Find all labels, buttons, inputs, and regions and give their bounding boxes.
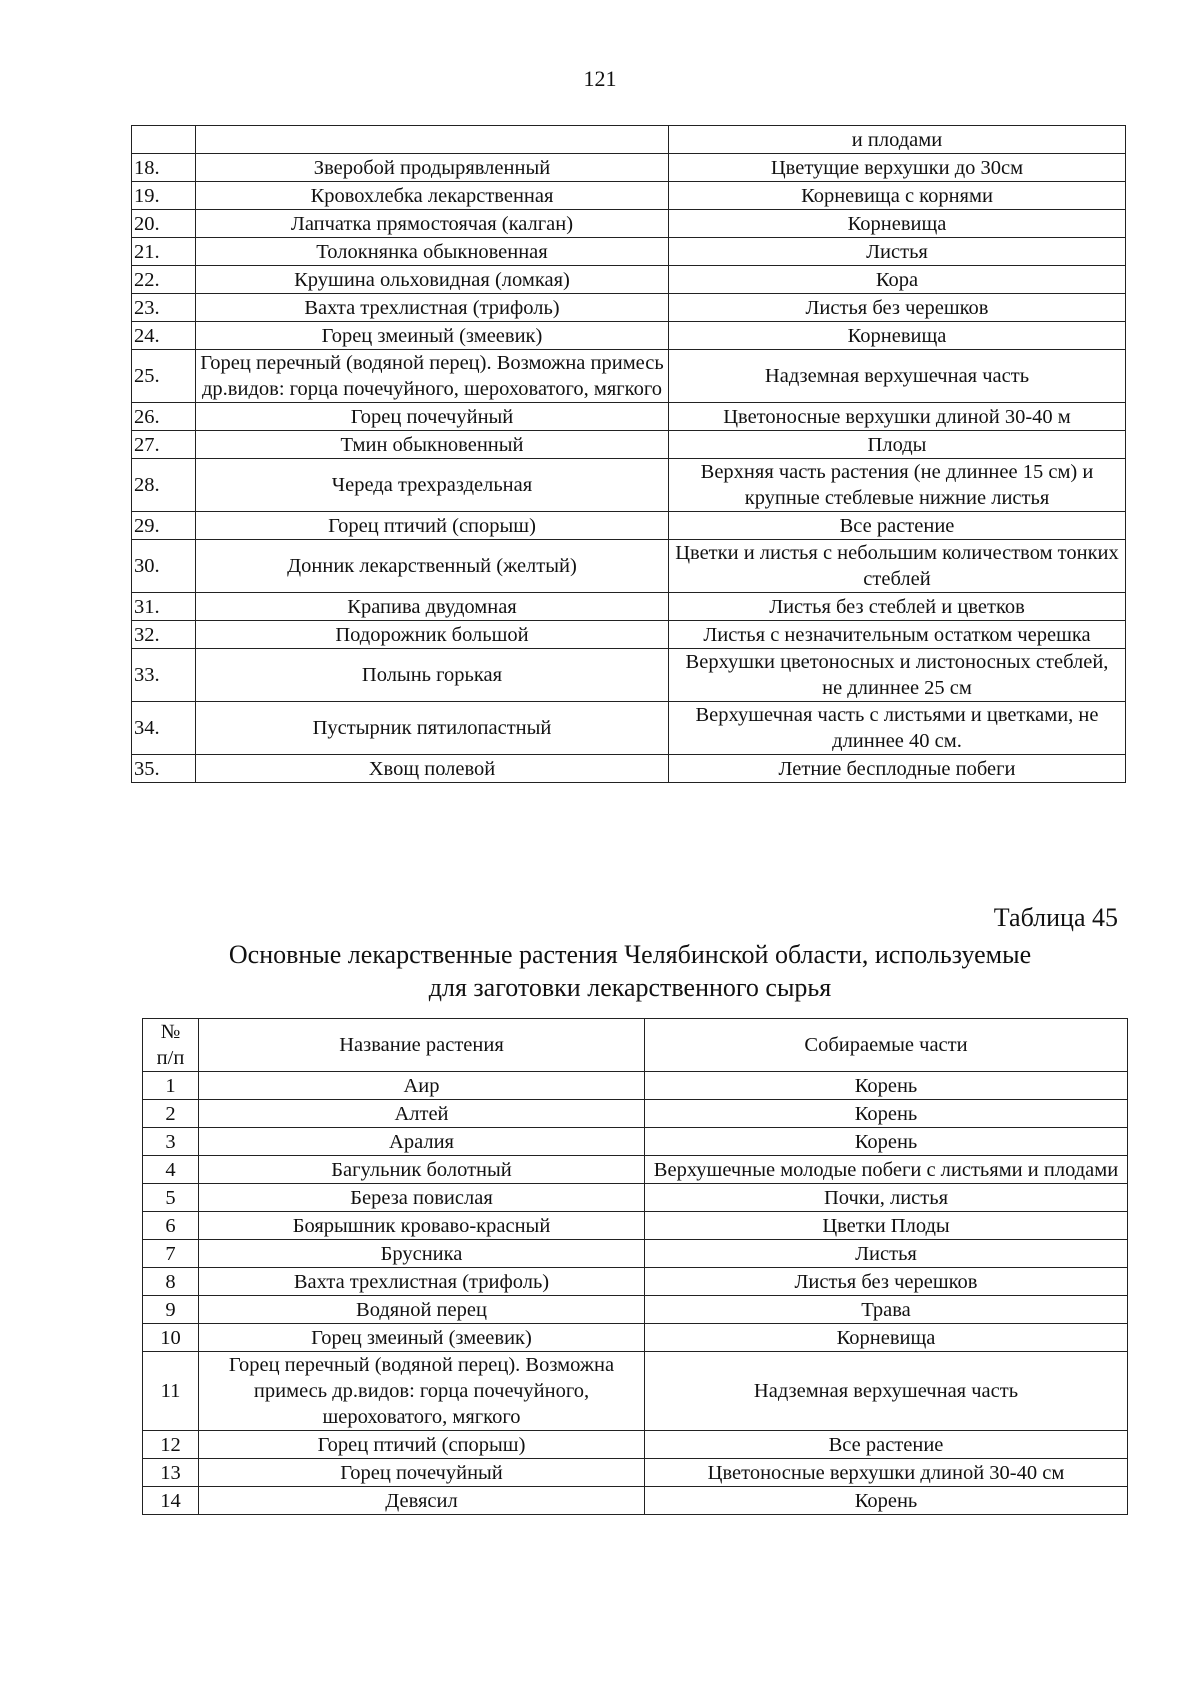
row-number: 1 [143, 1072, 199, 1100]
row-number: 21. [132, 238, 196, 266]
collected-parts: Корень [645, 1487, 1128, 1515]
row-number: 25. [132, 350, 196, 403]
row-number: 31. [132, 593, 196, 621]
row-number: 14 [143, 1487, 199, 1515]
table-row [132, 182, 1126, 210]
header-row [143, 1019, 1128, 1072]
table-row [143, 1268, 1128, 1296]
collected-parts: Цветки и листья с небольшим количеством тонких стеблей [669, 540, 1126, 593]
collected-parts: Верхушечная часть с листьями и цветками, не длиннее 40 см. [669, 702, 1126, 755]
plant-name: Череда трехраздельная [196, 459, 669, 512]
table-row [132, 649, 1126, 702]
collected-parts: Корень [645, 1072, 1128, 1100]
row-number: 27. [132, 431, 196, 459]
table-row [132, 540, 1126, 593]
row-number: 34. [132, 702, 196, 755]
collected-parts: Корневища [645, 1324, 1128, 1352]
row-number: 5 [143, 1184, 199, 1212]
plant-name: Полынь горькая [196, 649, 669, 702]
row-number: 30. [132, 540, 196, 593]
table1-body [132, 126, 1126, 783]
plant-name: Крушина ольховидная (ломкая) [196, 266, 669, 294]
collected-parts: Корневища [669, 210, 1126, 238]
row-number: 3 [143, 1128, 199, 1156]
collected-parts: Листья без стеблей и цветков [669, 593, 1126, 621]
collected-parts: Надземная верхушечная часть [669, 350, 1126, 403]
collected-parts: Почки, листья [645, 1184, 1128, 1212]
collected-parts: Листья без черешков [645, 1268, 1128, 1296]
plants-table-continued [131, 125, 1126, 783]
plant-name: Алтей [199, 1100, 645, 1128]
collected-parts: Плоды [669, 431, 1126, 459]
row-number: 29. [132, 512, 196, 540]
table-row [132, 512, 1126, 540]
collected-parts: Надземная верхушечная часть [645, 1352, 1128, 1431]
row-number: 35. [132, 755, 196, 783]
plant-name: Кровохлебка лекарственная [196, 182, 669, 210]
row-number: 8 [143, 1268, 199, 1296]
table-row [143, 1184, 1128, 1212]
table-row [132, 350, 1126, 403]
row-number: 20. [132, 210, 196, 238]
table-row [132, 266, 1126, 294]
row-number: 22. [132, 266, 196, 294]
plant-name: Девясил [199, 1487, 645, 1515]
plant-name: Горец почечуйный [196, 403, 669, 431]
row-number: 33. [132, 649, 196, 702]
row-number: 7 [143, 1240, 199, 1268]
row-number: 13 [143, 1459, 199, 1487]
table-row [132, 593, 1126, 621]
plant-name: Аир [199, 1072, 645, 1100]
header-num [143, 1019, 199, 1072]
plant-name: Аралия [199, 1128, 645, 1156]
table-title-line2: для заготовки лекарственного сырья [428, 973, 832, 1002]
collected-parts: Листья [645, 1240, 1128, 1268]
row-number [132, 126, 196, 154]
plant-name: Горец почечуйный [199, 1459, 645, 1487]
collected-parts: Верхняя часть растения (не длиннее 15 см) и крупные стеблевые нижние листья [669, 459, 1126, 512]
table-row [132, 154, 1126, 182]
table-row [143, 1072, 1128, 1100]
table-row [143, 1128, 1128, 1156]
table-row [132, 238, 1126, 266]
plant-name: Донник лекарственный (желтый) [196, 540, 669, 593]
table-row [143, 1296, 1128, 1324]
plant-name: Багульник болотный [199, 1156, 645, 1184]
collected-parts: Корень [645, 1128, 1128, 1156]
row-number: 10 [143, 1324, 199, 1352]
row-number: 4 [143, 1156, 199, 1184]
table-row [132, 322, 1126, 350]
collected-parts: Листья с незначительным остатком черешка [669, 621, 1126, 649]
collected-parts: Листья без черешков [669, 294, 1126, 322]
collected-parts: Корневища с корнями [669, 182, 1126, 210]
plant-name: Пустырник пятилопастный [196, 702, 669, 755]
row-number: 6 [143, 1212, 199, 1240]
collected-parts: Верхушки цветоносных и листоносных стеблей, не длиннее 25 см [669, 649, 1126, 702]
collected-parts: Цветки Плоды [645, 1212, 1128, 1240]
table-row [132, 126, 1126, 154]
header-name: Название растения [199, 1019, 645, 1072]
table-row [143, 1100, 1128, 1128]
chelyabinsk-plants-table [142, 1018, 1128, 1515]
header-parts: Собираемые части [645, 1019, 1128, 1072]
plant-name: Вахта трехлистная (трифоль) [199, 1268, 645, 1296]
table-row [132, 459, 1126, 512]
plant-name: Горец змеиный (змеевик) [196, 322, 669, 350]
plant-name: Крапива двудомная [196, 593, 669, 621]
collected-parts: Все растение [669, 512, 1126, 540]
plant-name: Горец птичий (спорыш) [199, 1431, 645, 1459]
table-row [143, 1240, 1128, 1268]
row-number: 11 [143, 1352, 199, 1431]
collected-parts: Верхушечные молодые побеги с листьями и плодами [645, 1156, 1128, 1184]
plant-name: Подорожник большой [196, 621, 669, 649]
table-row [132, 294, 1126, 322]
table-label: Таблица 45 [993, 903, 1118, 932]
table2-header [143, 1019, 1128, 1072]
row-number: 24. [132, 322, 196, 350]
table-row [143, 1487, 1128, 1515]
plant-name: Горец перечный (водяной перец). Возможна примесь др.видов: горца почечуйного, шероховатого, мягкого [196, 350, 669, 403]
row-number: 23. [132, 294, 196, 322]
plant-name: Береза повислая [199, 1184, 645, 1212]
collected-parts: Все растение [645, 1431, 1128, 1459]
row-number: 18. [132, 154, 196, 182]
plant-name: Вахта трехлистная (трифоль) [196, 294, 669, 322]
collected-parts: Корневища [669, 322, 1126, 350]
table-row [143, 1459, 1128, 1487]
plant-name: Горец змеиный (змеевик) [199, 1324, 645, 1352]
collected-parts: и плодами [669, 126, 1126, 154]
plant-name: Водяной перец [199, 1296, 645, 1324]
header-num-line2: п/п [156, 1047, 185, 1069]
table-row [132, 210, 1126, 238]
table-row [132, 621, 1126, 649]
collected-parts: Корень [645, 1100, 1128, 1128]
table-row [143, 1431, 1128, 1459]
table-title [130, 938, 1130, 1004]
plant-name: Брусника [199, 1240, 645, 1268]
row-number: 12 [143, 1431, 199, 1459]
plant-name: Толокнянка обыкновенная [196, 238, 669, 266]
plant-name: Хвощ полевой [196, 755, 669, 783]
collected-parts: Кора [669, 266, 1126, 294]
plant-name: Тмин обыкновенный [196, 431, 669, 459]
table2-body [143, 1072, 1128, 1515]
plant-name: Боярышник кроваво-красный [199, 1212, 645, 1240]
row-number: 32. [132, 621, 196, 649]
row-number: 2 [143, 1100, 199, 1128]
plant-name: Горец птичий (спорыш) [196, 512, 669, 540]
plant-name: Горец перечный (водяной перец). Возможна примесь др.видов: горца почечуйного, шероховатого, мягкого [199, 1352, 645, 1431]
table-row [132, 431, 1126, 459]
table-title-line1: Основные лекарственные растения Челябинской области, используемые [228, 940, 1032, 969]
collected-parts: Цветущие верхушки до 30см [669, 154, 1126, 182]
collected-parts: Трава [645, 1296, 1128, 1324]
row-number: 28. [132, 459, 196, 512]
header-num-line1: № [160, 1021, 181, 1043]
collected-parts: Цветоносные верхушки длиной 30-40 м [669, 403, 1126, 431]
collected-parts: Летние бесплодные побеги [669, 755, 1126, 783]
collected-parts: Цветоносные верхушки длиной 30-40 см [645, 1459, 1128, 1487]
table-row [143, 1212, 1128, 1240]
table-row [132, 702, 1126, 755]
plant-name: Зверобой продырявленный [196, 154, 669, 182]
row-number: 26. [132, 403, 196, 431]
row-number: 9 [143, 1296, 199, 1324]
collected-parts: Листья [669, 238, 1126, 266]
table-row [143, 1352, 1128, 1431]
table-row [143, 1324, 1128, 1352]
plant-name: Лапчатка прямостоячая (калган) [196, 210, 669, 238]
plant-name [196, 126, 669, 154]
row-number: 19. [132, 182, 196, 210]
page-number: 121 [583, 66, 617, 91]
table-row [132, 403, 1126, 431]
table-row [143, 1156, 1128, 1184]
table-row [132, 755, 1126, 783]
